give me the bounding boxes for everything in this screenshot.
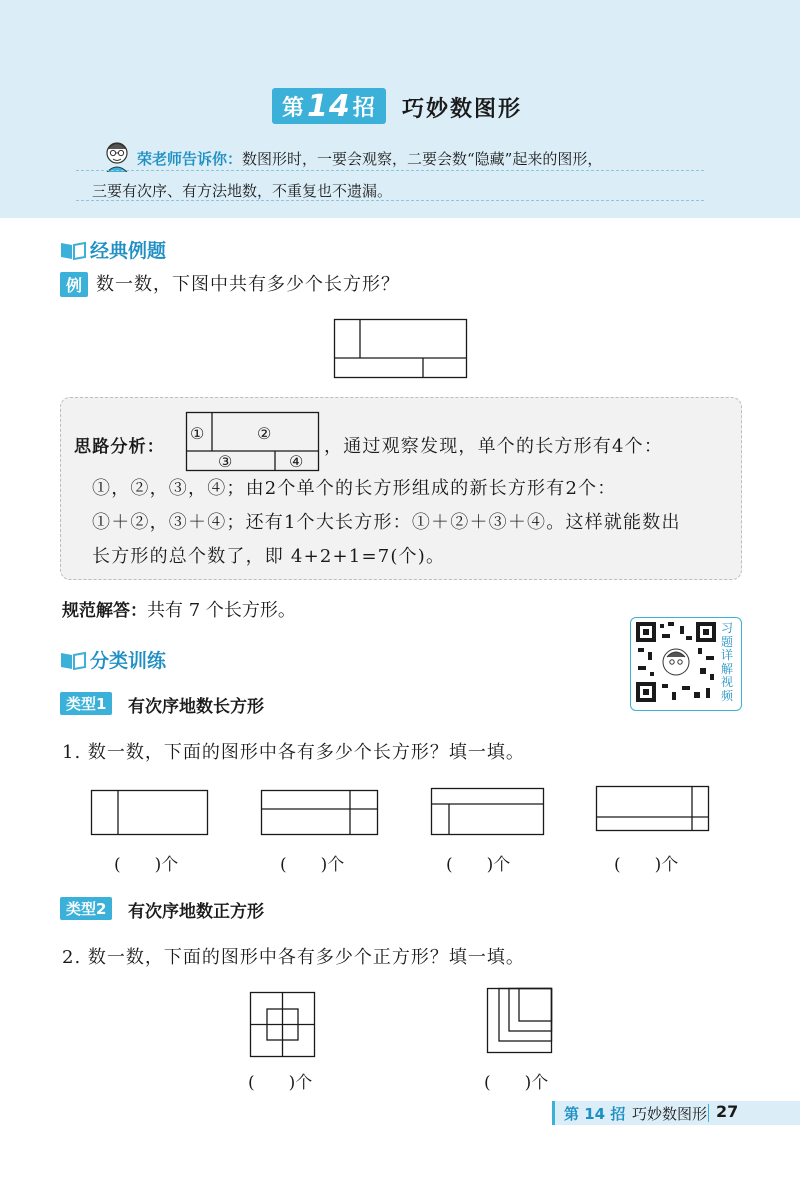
section-heading-training xyxy=(60,646,166,673)
teacher-tip-label: 荣老师告诉你： xyxy=(137,150,243,168)
chapter-number: 14 xyxy=(307,88,351,124)
answer-text: 共有 7 个长方形。 xyxy=(147,600,296,621)
q1-figure-3 xyxy=(431,788,545,836)
type2-title: 有次序地数正方形 xyxy=(128,902,264,922)
example-question: 数一数，下图中共有多少个长方形？ xyxy=(96,274,400,295)
q1-figure-1 xyxy=(91,790,209,836)
type1-tag: 类型1 xyxy=(60,692,112,715)
dotted-rule xyxy=(76,200,704,201)
page-number: 27 xyxy=(716,1102,739,1121)
figure-label-3: ③ xyxy=(218,452,233,471)
q1-figure-4 xyxy=(596,786,710,832)
teacher-tip-line-2: 三要有次序、有方法地数，不重复也不遗漏。 xyxy=(92,182,393,200)
answer-blank[interactable]: ( )个 xyxy=(614,855,679,875)
answer-blank[interactable]: ( )个 xyxy=(446,855,511,875)
section-heading-text: 经典例题 xyxy=(90,240,167,262)
type2-tag: 类型2 xyxy=(60,897,112,920)
q2-figure-1 xyxy=(250,992,316,1058)
analysis-label: 思路分析： xyxy=(74,437,165,457)
footer-divider xyxy=(708,1104,709,1122)
answer-label: 规范解答： xyxy=(62,601,147,621)
figure-label-1: ① xyxy=(190,424,205,443)
section-heading-text: 分类训练 xyxy=(90,650,167,672)
analysis-line-4: 长方形的总个数了，即 4+2+1=7(个)。 xyxy=(92,546,446,567)
figure-label-4: ④ xyxy=(289,452,304,471)
q1-figure-2 xyxy=(261,790,379,836)
analysis-line-2: ①，②，③，④；由2个单个的长方形组成的新长方形有2个： xyxy=(92,478,617,499)
footer-chapter: 第 14 招 xyxy=(564,1105,626,1123)
open-book-icon xyxy=(60,650,86,670)
answer-blank[interactable]: ( )个 xyxy=(484,1073,549,1093)
example-figure xyxy=(334,319,468,379)
figure-label-2: ② xyxy=(257,424,272,443)
answer-blank[interactable]: ( )个 xyxy=(280,855,345,875)
chapter-badge xyxy=(272,88,386,124)
standard-answer xyxy=(62,596,296,622)
teacher-tip-line-1 xyxy=(137,148,602,169)
question-2: 2. 数一数，下面的图形中各有多少个正方形？填一填。 xyxy=(62,947,525,968)
chapter-title: 巧妙数图形 xyxy=(402,97,523,122)
qr-caption: 习题详解视频 xyxy=(720,621,733,703)
analysis-line-1: ，通过观察发现，单个的长方形有4个： xyxy=(324,436,664,457)
chapter-prefix: 第 xyxy=(282,95,306,121)
type1-title: 有次序地数长方形 xyxy=(128,697,264,717)
teacher-avatar-icon xyxy=(100,138,134,172)
example-tag: 例 xyxy=(60,272,88,297)
footer-title: 巧妙数图形 xyxy=(632,1105,708,1123)
dotted-rule xyxy=(76,170,704,171)
qr-code-icon[interactable] xyxy=(636,622,716,702)
teacher-tip-text-1: 数图形时，一要会观察，二要会数“隐藏”起来的图形， xyxy=(242,150,603,168)
section-heading-classic xyxy=(60,236,166,263)
chapter-suffix: 招 xyxy=(352,95,376,121)
answer-blank[interactable]: ( )个 xyxy=(114,855,179,875)
footer-accent xyxy=(552,1101,555,1125)
question-1: 1. 数一数，下面的图形中各有多少个长方形？填一填。 xyxy=(62,742,525,763)
open-book-icon xyxy=(60,240,86,260)
q2-figure-2 xyxy=(487,988,553,1054)
answer-blank[interactable]: ( )个 xyxy=(248,1073,313,1093)
analysis-line-3: ①＋②，③＋④；还有1个大长方形：①＋②＋③＋④。这样就能数出 xyxy=(92,512,681,533)
